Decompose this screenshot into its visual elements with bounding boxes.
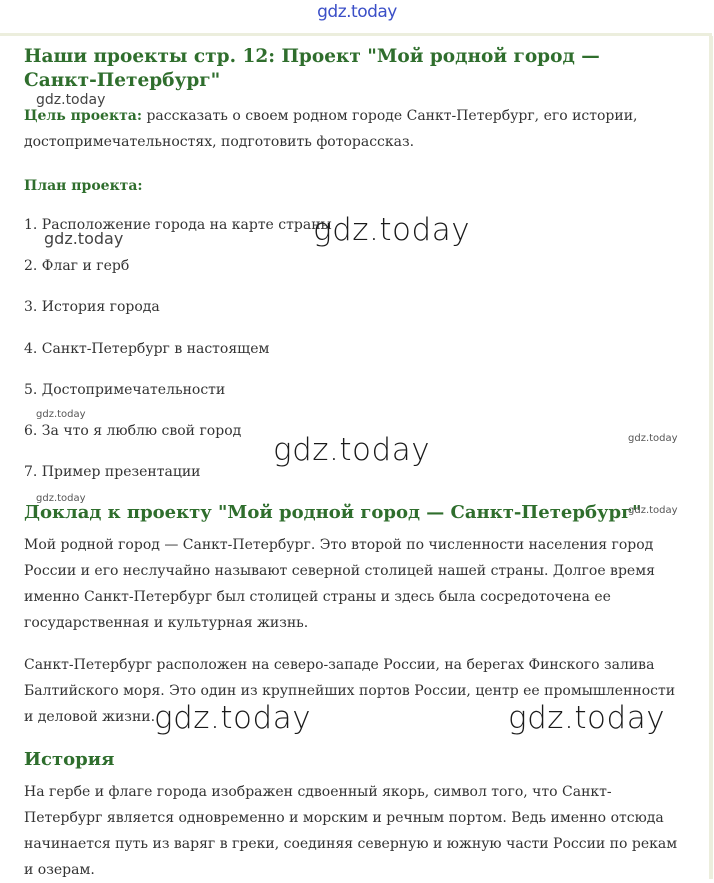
watermark: gdz.today xyxy=(628,505,678,516)
goal-label: Цель проекта: xyxy=(24,108,142,124)
watermark: gdz.today xyxy=(44,229,124,248)
plan-title: План проекта: xyxy=(24,178,143,194)
plan-item: 6. За что я люблю свой город xyxy=(24,422,242,439)
goal-text: рассказать о своем родном городе Санкт-Петербург, его истории, достопримечательностях, подготовить фоторассказ. xyxy=(24,108,638,150)
plan-item: 2. Флаг и герб xyxy=(24,258,130,275)
watermark: gdz.today xyxy=(313,212,471,248)
report-heading: Доклад к проекту "Мой родной город — Санкт-Петербург" xyxy=(24,502,642,523)
watermark: gdz.today xyxy=(273,432,431,468)
watermark: gdz.today xyxy=(36,493,86,504)
site-logo[interactable]: gdz.today xyxy=(317,2,397,22)
report-paragraph-2: Санкт-Петербург расположен на северо-западе России, на берегах Финского залива Балтийского моря. Это один из крупнейших портов России, центр ее промышленности и деловой жизни. xyxy=(24,657,676,725)
watermark: gdz.today xyxy=(154,700,312,736)
plan-item: 4. Санкт-Петербург в настоящем xyxy=(24,340,270,357)
sidebar-edge xyxy=(709,36,713,879)
plan-item: 5. Достопримечательности xyxy=(24,381,226,398)
watermark: gdz.today xyxy=(36,92,106,108)
plan-item: 3. История города xyxy=(24,299,160,316)
watermark: gdz.today xyxy=(628,433,678,444)
watermark: gdz.today xyxy=(508,700,666,736)
history-paragraph: На гербе и флаге города изображен сдвоенный якорь, символ того, что Санкт-Петербург является одновременно и морским и речным портом. Ведь именно отсюда начинается путь из варяг в греки, соединяя северную и южную части России по рекам и озерам. xyxy=(24,784,678,878)
project-goal xyxy=(24,103,704,155)
header-divider xyxy=(0,33,712,36)
plan-item: 1. Расположение города на карте страны xyxy=(24,217,332,233)
history-heading: История xyxy=(24,749,115,770)
article-title: Наши проекты стр. 12: Проект "Мой родной город — Санкт-Петербург" xyxy=(24,46,600,91)
plan-item: 7. Пример презентации xyxy=(24,464,201,481)
watermark: gdz.today xyxy=(36,409,86,420)
report-paragraph-1: Мой родной город — Санкт-Петербург. Это второй по численности населения город России и его неслучайно называют северной столицей нашей страны. Долгое время именно Санкт-Петербург был столицей страны и здесь была сосредоточена ее государственная и культурная жизнь. xyxy=(24,537,655,631)
